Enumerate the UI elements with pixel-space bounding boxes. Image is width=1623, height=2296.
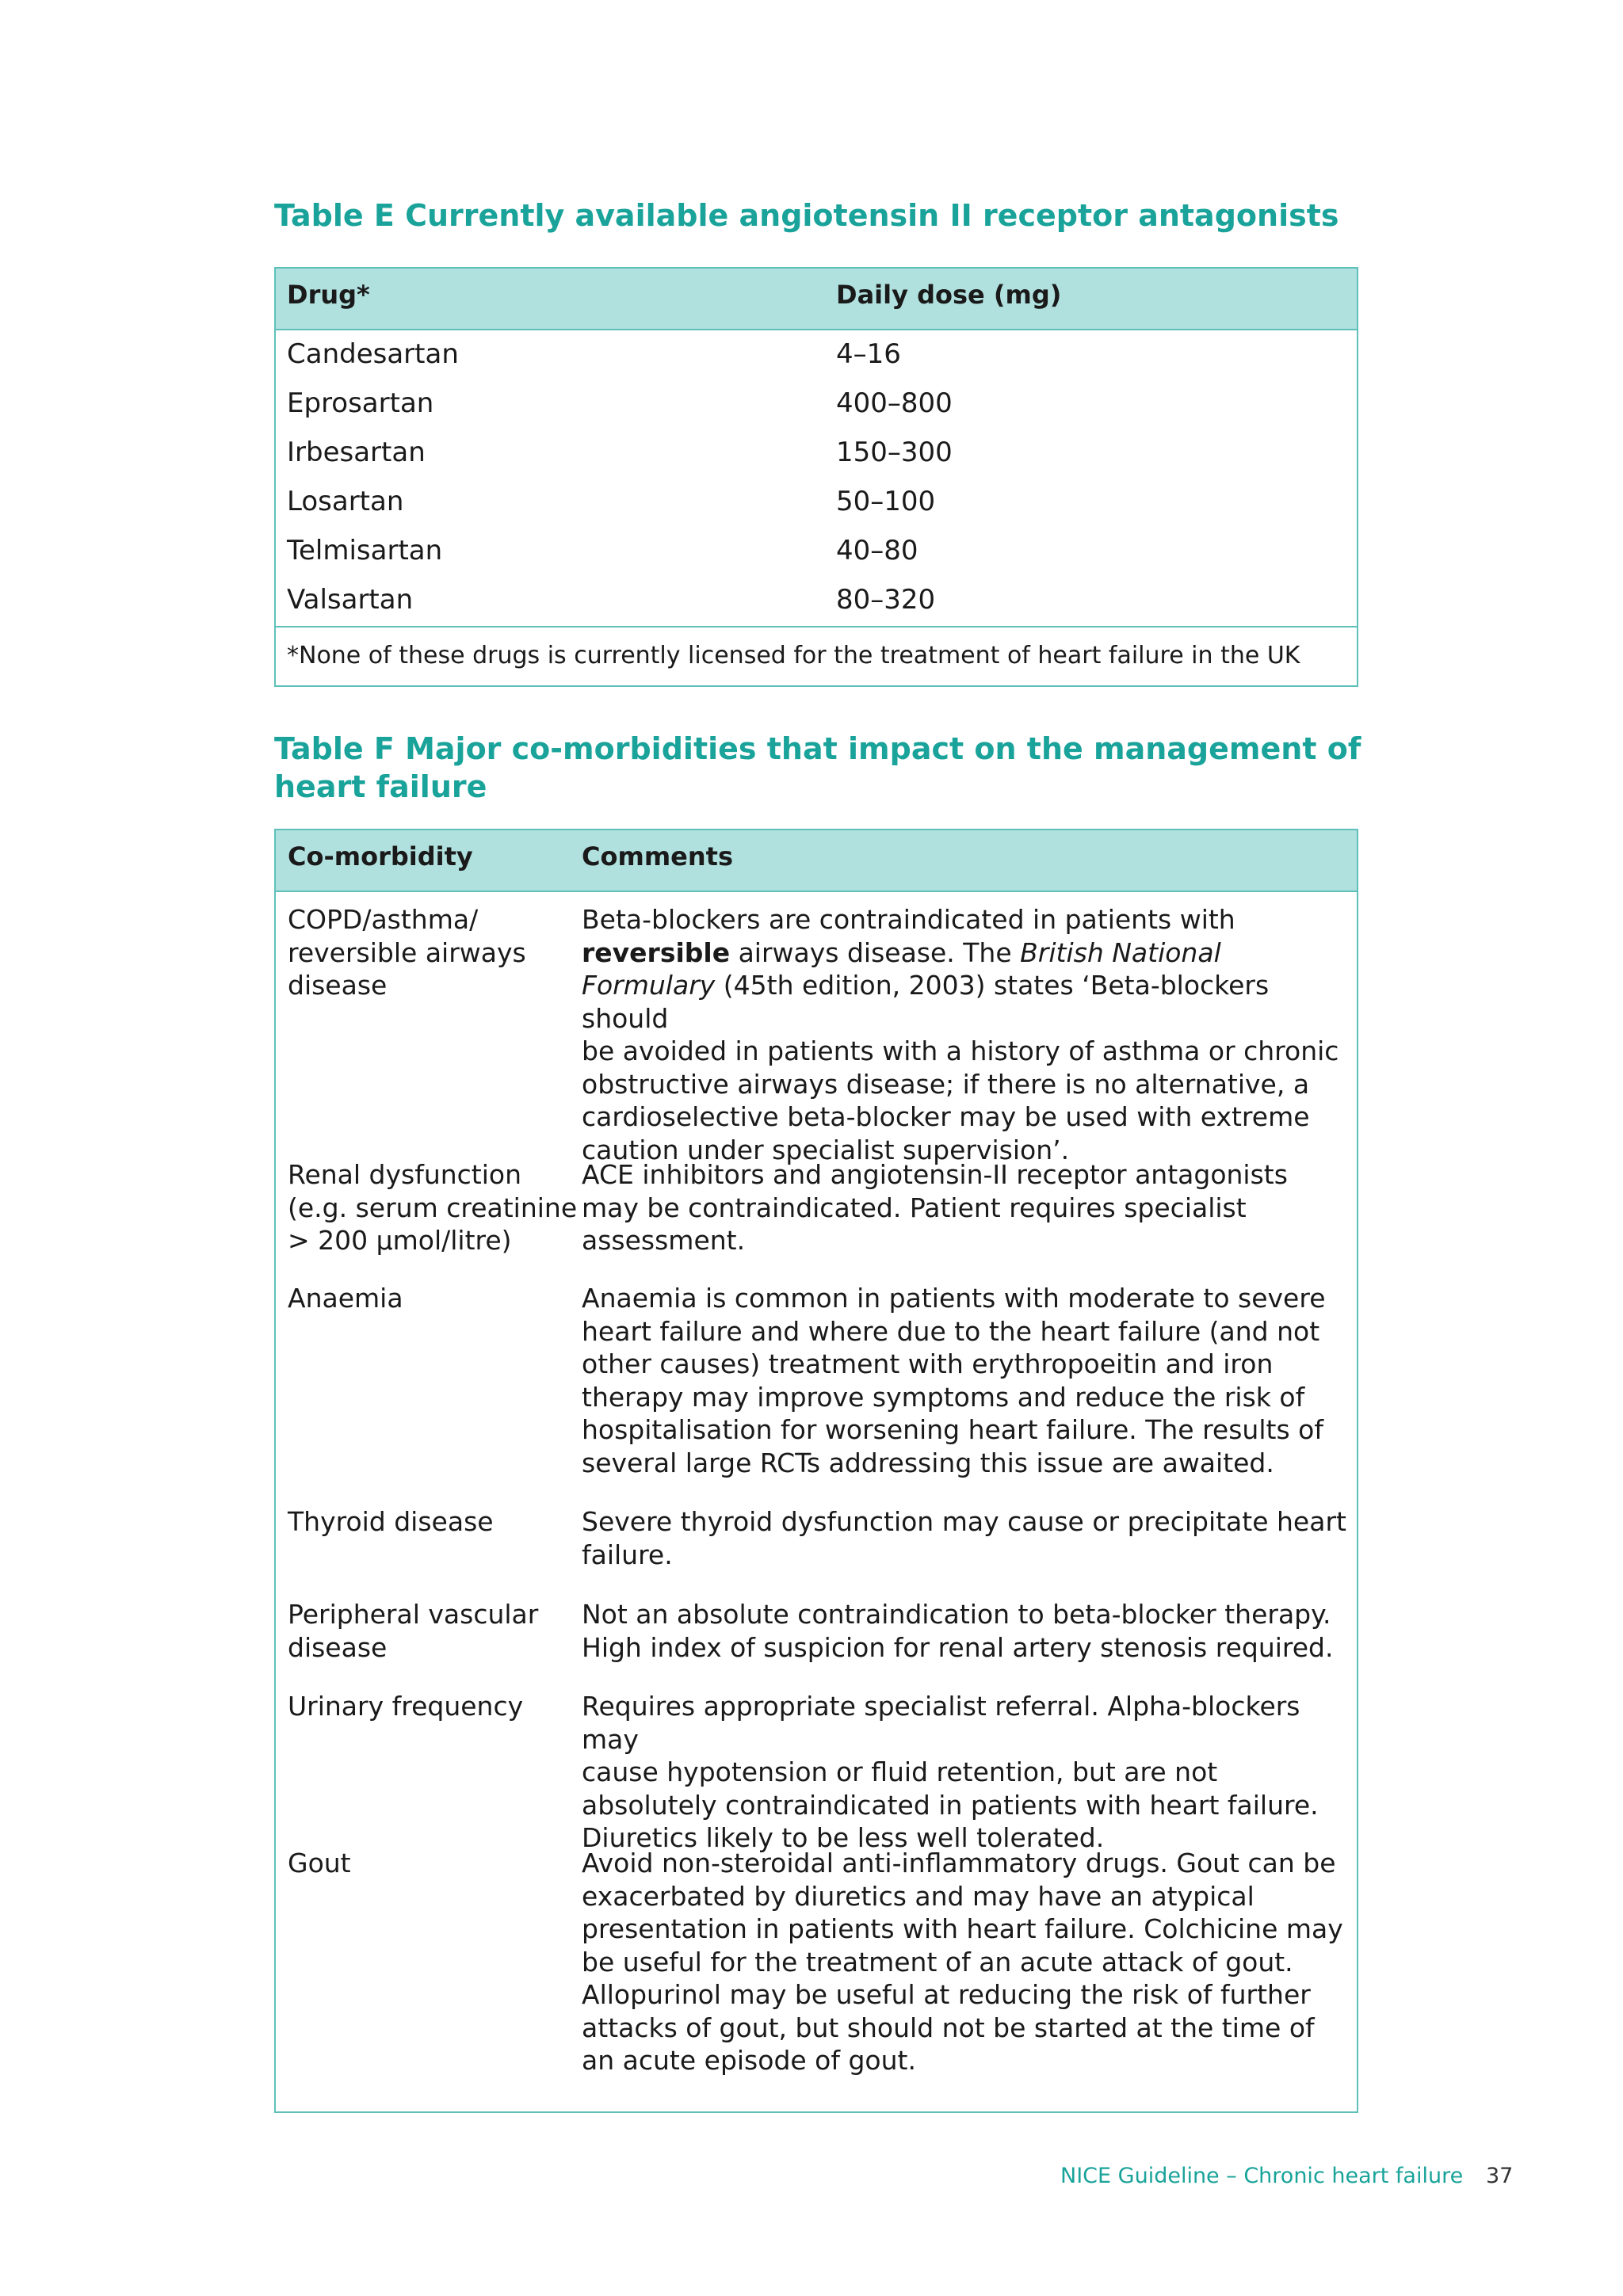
comment-bold-text: reversible (582, 936, 731, 968)
table-e-title: Table E Currently available angiotensin II receptor antagonists (274, 198, 1339, 233)
table-e-header (276, 269, 1357, 330)
page-number: 37 (1486, 2164, 1514, 2188)
comorbidity-comment: Requires appropriate specialist referral. Alpha-blockers may cause hypotension or fluid retention, but are not absolutely contraindicated in patients with heart failure. Diuretics likely to be less well tolerated. (582, 1691, 1319, 1853)
comorbidity-name: Urinary frequency (288, 1691, 524, 1722)
drug-name: Valsartan (287, 584, 414, 616)
drug-name: Irbesartan (287, 437, 426, 468)
drug-dose: 80–320 (836, 584, 936, 616)
comorbidity-comment: ACE inhibitors and angiotensin-II receptor antagonists may be contraindicated. Patient requires specialist assessment. (582, 1159, 1288, 1256)
comorbidity-name: Anaemia (288, 1283, 403, 1314)
comorbidity-name: Peripheral vascular disease (288, 1599, 539, 1663)
comment-text: airways disease. The (730, 936, 1021, 968)
drug-dose: 400–800 (836, 387, 953, 419)
table-e-footnote (276, 626, 1357, 688)
header-comorbidity: Co-morbidity (288, 841, 473, 871)
footer-title: NICE Guideline – Chronic heart failure (1060, 2164, 1464, 2188)
comorbidity-name: Gout (288, 1848, 351, 1878)
table-f (274, 829, 1358, 2113)
comorbidity-name: Thyroid disease (288, 1506, 494, 1537)
header-drug: Drug* (287, 280, 370, 310)
comment-text: Beta-blockers are contraindicated in patients with (582, 904, 1235, 935)
drug-dose: 4–16 (836, 338, 901, 370)
drug-dose: 150–300 (836, 437, 953, 468)
comorbidity-comment: Anaemia is common in patients with moderate to severe heart failure and where due to the heart failure (and not other causes) treatment with erythropoeitin and iron therapy may improve symptoms and reduce the risk of hospitalisation for worsening heart failure. The results of several large RCTs addressing this issue are awaited. (582, 1283, 1326, 1478)
drug-name: Losartan (287, 486, 404, 517)
comorbidity-name: Renal dysfunction (e.g. serum creatinine > 200 µmol/litre) (288, 1159, 578, 1256)
comment-italic-text: British National Formulary (582, 936, 1221, 1001)
comorbidity-name: COPD/asthma/ reversible airways disease (288, 904, 526, 1001)
header-comments: Comments (582, 841, 733, 871)
drug-dose: 50–100 (836, 486, 936, 517)
comorbidity-comment: Severe thyroid dysfunction may cause or precipitate heart failure. (582, 1506, 1346, 1570)
drug-name: Eprosartan (287, 387, 434, 419)
comorbidity-comment (582, 903, 1354, 1166)
header-daily-dose: Daily dose (mg) (836, 280, 1062, 310)
footnote-text: *None of these drugs is currently licensed for the treatment of heart failure in the UK (287, 642, 1300, 669)
drug-name: Candesartan (287, 338, 459, 370)
table-e (274, 267, 1358, 687)
table-f-title: Table F Major co-morbidities that impact on the management of heart failure (274, 731, 1361, 804)
comment-text: (45th edition, 2003) states ‘Beta-blockers should be avoided in patients with a history of asthma or chronic obstructive airways disease; if there is no alternative, a cardioselective beta-blocker may be used with extreme caution under specialist supervision’. (582, 970, 1339, 1165)
comorbidity-comment: Not an absolute contraindication to beta-blocker therapy. High index of suspicion for renal artery stenosis required. (582, 1599, 1334, 1663)
table-f-header (276, 830, 1357, 892)
comorbidity-comment: Avoid non-steroidal anti-inflammatory drugs. Gout can be exacerbated by diuretics and may have an atypical presentation in patients with heart failure. Colchicine may be useful for the treatment of an acute attack of gout. Allopurinol may be useful at reducing the risk of further attacks of gout, but should not be started at the time of an acute episode of gout. (582, 1848, 1343, 2076)
drug-dose: 40–80 (836, 535, 918, 566)
drug-name: Telmisartan (287, 535, 443, 566)
